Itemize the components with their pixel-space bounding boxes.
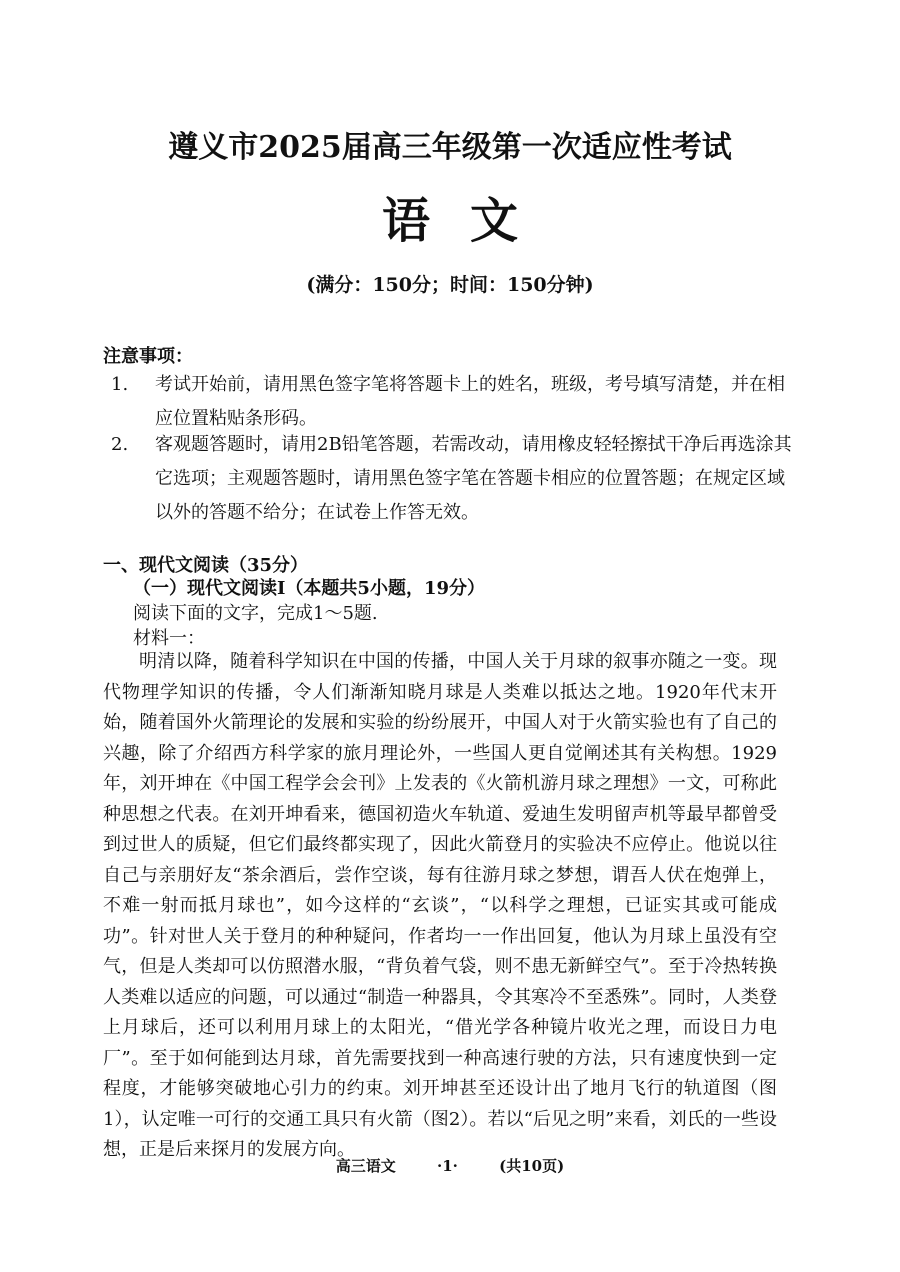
subsection-heading: （一）现代文阅读Ⅰ（本题共5小题，19分） [133, 578, 485, 599]
notice-item-number: 2. [111, 434, 129, 455]
notice-item-1 [111, 368, 793, 436]
reading-passage [103, 647, 777, 1166]
section-heading: 一、现代文阅读（35分） [103, 555, 309, 576]
footer-page-number: ·1· [437, 1157, 458, 1175]
reading-instruction: 阅读下面的文字，完成1～5题. [133, 603, 378, 624]
exam-title: 遵义市2025届高三年级第一次适应性考试 [168, 130, 732, 165]
score-time-info: (满分：150分；时间：150分钟) [306, 274, 594, 296]
footer-total-pages: (共10页) [499, 1157, 565, 1175]
footer-subject: 高三语文 [335, 1157, 396, 1175]
notice-item-text: 客观题答题时，请用2B铅笔答题，若需改动，请用橡皮轻轻擦拭干净后再选涂其它选项；主观题答题时，请用黑色签字笔在答题卡相应的位置答题；在规定区域以外的答题不给分；在试卷上作答无效。 [155, 434, 792, 523]
notice-title: 注意事项： [103, 346, 193, 367]
subject-title: 语文 [381, 193, 558, 249]
notice-item-2 [111, 428, 793, 530]
material-label: 材料一： [133, 628, 205, 649]
passage-paragraph: 明清以降，随着科学知识在中国的传播，中国人关于月球的叙事亦随之一变。现代物理学知识的传播，令人们渐渐知晓月球是人类难以抵达之地。1920年代末开始，随着国外火箭理论的发展和实验的纷纷展开，中国人对于火箭实验也有了自己的兴趣，除了介绍西方科学家的旅月理论外，一些国人更自觉阐述其有关构想。1929年，刘开坤在《中国工程学会会刊》上发表的《火箭机游月球之理想》一文，可称此种思想之代表。在刘开坤看来，德国初造火车轨道、爱迪生发明留声机等最早都曾受到过世人的质疑，但它们最终都实现了，因此火箭登月的实验决不应停止。他说以往自己与亲朋好友“茶余酒后，尝作空谈，每有往游月球之梦想，谓吾人伏在炮弹上，不难一射而抵月球也”，如今这样的“玄谈”，“以科学之理想，已证实其或可能成功”。针对世人关于登月的种种疑问，作者均一一作出回复，他认为月球上虽没有空气，但是人类却可以仿照潜水服，“背负着气袋，则不患无新鲜空气”。至于冷热转换人类难以适应的问题，可以通过“制造一种器具，令其寒冷不至悉殊”。同时，人类登上月球后，还可以利用月球上的太阳光，“借光学各种镜片收光之理，而设日力电厂”。至于如何能到达月球，首先需要找到一种高速行驶的方法，只有速度快到一定程度，才能够突破地心引力的约束。刘开坤甚至还设计出了地月飞行的轨道图（图1），认定唯一可行的交通工具只有火箭（图2）。若以“后见之明”来看，刘氏的一些设想，正是后来探月的发展方向。 [103, 651, 777, 1160]
notice-item-text: 考试开始前，请用黑色签字笔将答题卡上的姓名，班级，考号填写清楚，并在相应位置粘贴条形码。 [155, 374, 785, 429]
page-footer [0, 1155, 900, 1176]
notice-item-number: 1. [111, 374, 129, 395]
